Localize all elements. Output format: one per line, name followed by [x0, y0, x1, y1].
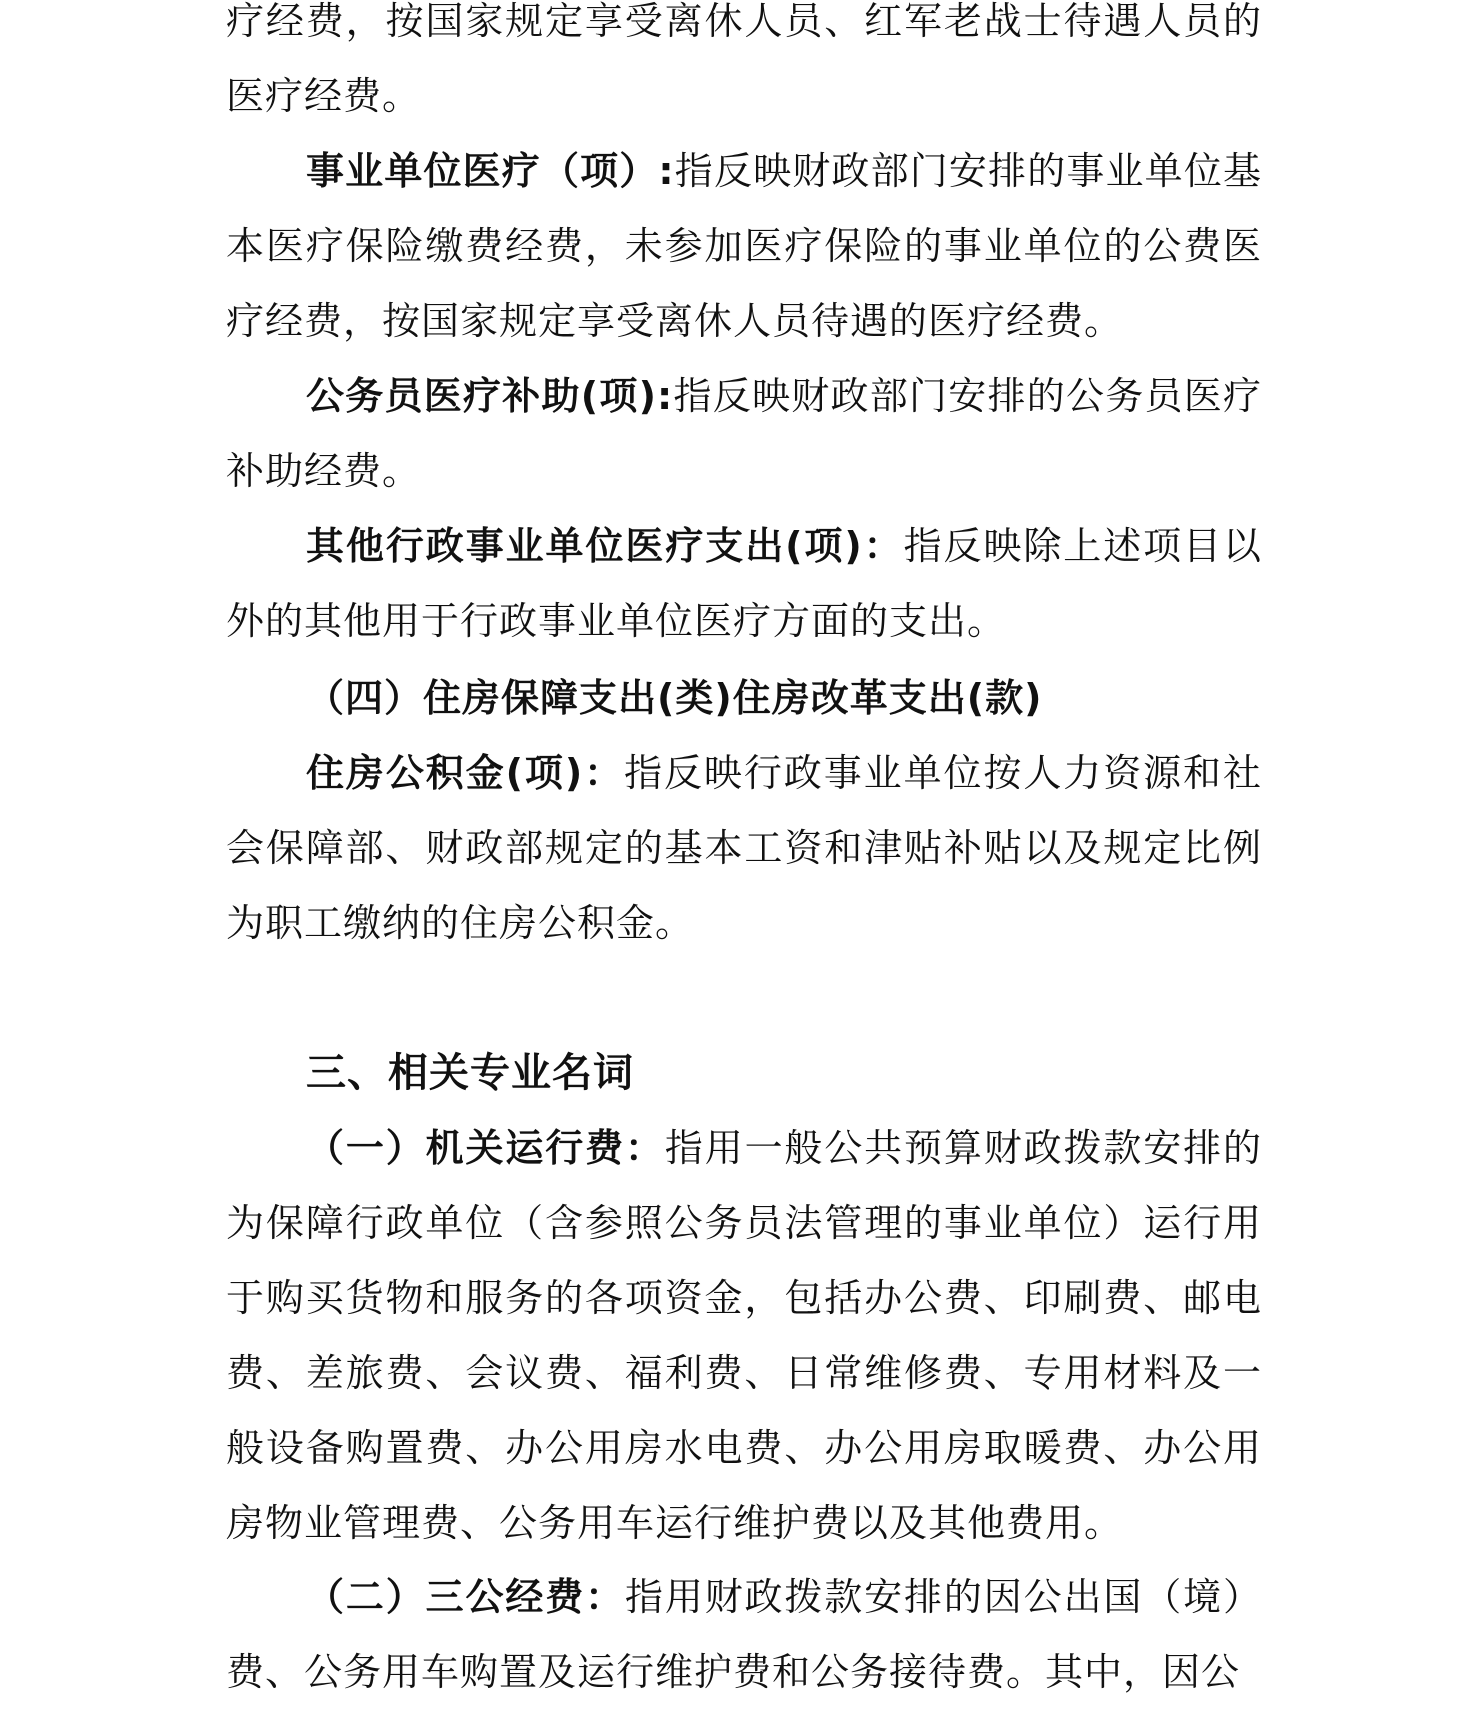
paragraph-text: 指反映除上述项目以外的其他用于行政事业单位医疗方面的支出。	[226, 524, 1262, 643]
section-heading-text: 三、相关专业名词	[306, 1050, 634, 1096]
paragraph-three-public-expenses	[226, 1560, 1262, 1710]
term-label: 事业单位医疗（项）:	[306, 149, 675, 193]
paragraph-text: 指反映财政部门安排的事业单位基本医疗保险缴费经费，未参加医疗保险的事业单位的公费医疗经费，按国家规定享受离休人员待遇的医疗经费。	[226, 149, 1262, 343]
term-label: 住房公积金(项)：	[306, 751, 625, 795]
term-label: 公务员医疗补助(项):	[306, 374, 674, 418]
term-label: （一）机关运行费：	[306, 1126, 665, 1170]
paragraph-housing-fund	[226, 736, 1262, 961]
paragraph-medical-continuation	[226, 0, 1262, 134]
paragraph-text: 疗经费，按国家规定享受离休人员、红军老战士待遇人员的医疗经费。	[226, 0, 1262, 118]
subsection-heading-housing	[226, 661, 1262, 736]
paragraph-text: 指反映财政部门安排的公务员医疗补助经费。	[226, 374, 1262, 493]
section-heading-terms	[226, 1036, 1262, 1111]
paragraph-institution-medical	[226, 134, 1262, 359]
subsection-heading-text: （四）住房保障支出(类)住房改革支出(款)	[306, 676, 1043, 720]
paragraph-text: 指反映行政事业单位按人力资源和社会保障部、财政部规定的基本工资和津贴补贴以及规定比例为职工缴纳的住房公积金。	[226, 751, 1262, 945]
paragraph-other-medical-expenditure	[226, 509, 1262, 659]
paragraph-civil-servant-medical-subsidy	[226, 359, 1262, 509]
term-label: 其他行政事业单位医疗支出(项)：	[306, 524, 904, 568]
paragraph-operating-expenses	[226, 1111, 1262, 1561]
paragraph-text: 指用财政拨款安排的因公出国（境）费、公务用车购置及运行维护费和公务接待费。其中，因公	[226, 1575, 1262, 1694]
term-label: （二）三公经费：	[306, 1575, 625, 1619]
paragraph-text: 指用一般公共预算财政拨款安排的为保障行政单位（含参照公务员法管理的事业单位）运行用于购买货物和服务的各项资金，包括办公费、印刷费、邮电费、差旅费、会议费、福利费、日常维修费、专用材料及一般设备购置费、办公用房水电费、办公用房取暖费、办公用房物业管理费、公务用车运行维护费以及其他费用。	[226, 1126, 1262, 1545]
